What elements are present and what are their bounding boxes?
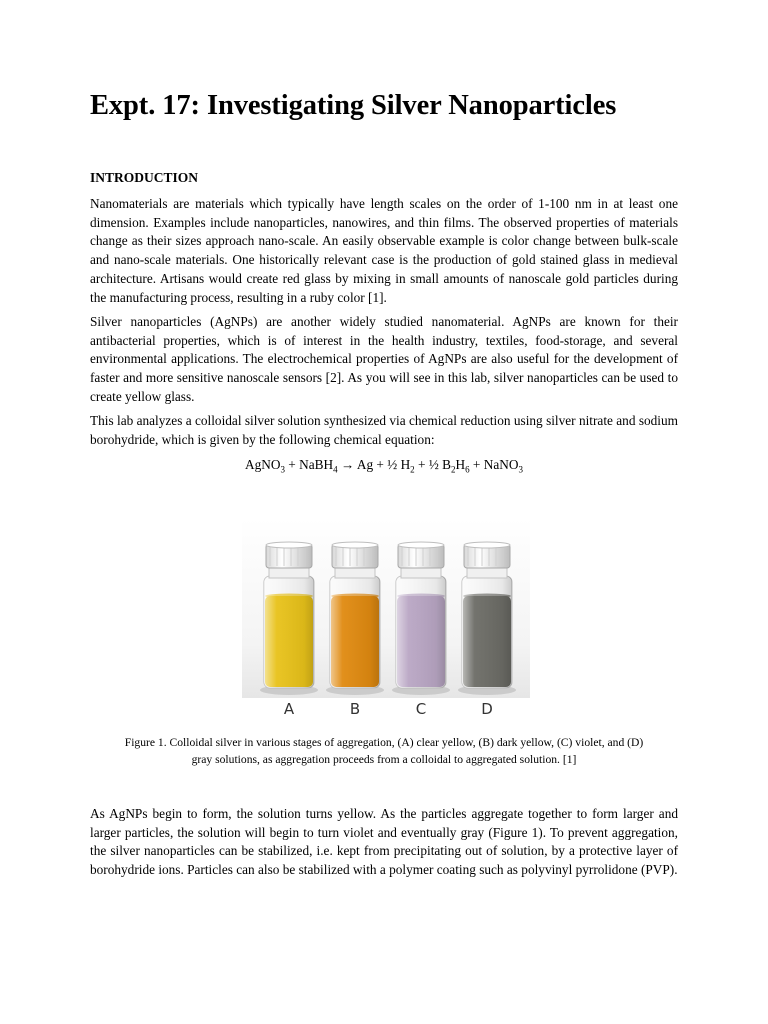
vial-sheen — [396, 576, 446, 688]
vial-label-a: A — [283, 700, 295, 718]
eq-ag: Ag — [356, 457, 374, 472]
vial-cap-top — [464, 542, 510, 548]
figure-caption — [90, 735, 678, 768]
page-title: Expt. 17: Investigating Silver Nanoparticles — [90, 90, 617, 121]
vial-cap-top — [266, 542, 312, 548]
eq-half-b2: ½ B — [428, 457, 451, 472]
eq-arrow: → — [337, 457, 357, 472]
eq-plus-2: + — [373, 457, 388, 472]
eq-plus-3: + — [414, 457, 429, 472]
eq-b2-sub: 2 — [451, 464, 456, 475]
eq-nabh4-sub: 4 — [333, 464, 338, 475]
eq-half-h2: ½ H — [387, 457, 411, 472]
vial-label-d: D — [481, 700, 493, 718]
intro-paragraph-2: Silver nanoparticles (AgNPs) are another widely studied nanomaterial. AgNPs are known for their antibacterial properties, which is of interest in the health industry, textiles, food-storage, and several environmental applications. The electrochemical properties of AgNPs are also useful for the development of faster and more sensitive nanoscale sensors [2]. As you will see in this lab, silver nanoparticles can be used to create yellow glass. — [90, 314, 678, 404]
vial-d — [458, 542, 516, 695]
chemical-equation — [90, 457, 678, 475]
caption-line-1: Figure 1. Colloidal silver in various stages of aggregation, (A) clear yellow, (B) dark yellow, (C) violet, and (D) — [124, 736, 644, 749]
eq-nano3-sub: 3 — [518, 464, 523, 475]
vial-sheen — [462, 576, 512, 688]
vial-c — [392, 542, 450, 695]
eq-agno3: AgNO — [245, 457, 281, 472]
intro-paragraph-1: Nanomaterials are materials which typically have length scales on the order of 1-100 nm in at least one dimension. Examples include nanoparticles, nanowires, and thin films. The observed properties of materials change as their sizes approach nano-scale. An easily observable example is color change between bulk-scale and nano-scale materials. One historically relevant case is the production of gold stained glass in medieval architecture. Artisans would create red glass by mixing in small amounts of nanoscale gold particles during the manufacturing process, resulting in a ruby color [1]. — [90, 196, 678, 305]
vial-b — [326, 542, 384, 695]
eq-h6-sub: 6 — [465, 464, 470, 475]
vial-a — [260, 542, 318, 695]
aggregation-paragraph: As AgNPs begin to form, the solution turns yellow. As the particles aggregate together to form larger and larger particles, the solution will begin to turn violet and eventually gray (Figure 1). To prevent aggregation, the silver nanoparticles can be stabilized, i.e. kept from precipitating out of solution, by a protective layer of borohydride ions. Particles can also be stabilized with a polymer coating such as polyvinyl pyrrolidone (PVP). — [90, 806, 678, 878]
vial-cap-top — [398, 542, 444, 548]
vial-label-c: C — [415, 700, 427, 718]
eq-nabh4: NaBH — [299, 457, 334, 472]
eq-h2-sub: 2 — [410, 464, 415, 475]
vials-illustration — [242, 518, 530, 718]
vial-label-b: B — [349, 700, 361, 718]
vial-sheen — [264, 576, 314, 688]
intro-paragraph-3: This lab analyzes a colloidal silver solution synthesized via chemical reduction using silver nitrate and sodium borohydride, which is given by the following chemical equation: — [90, 413, 678, 447]
vial-cap-top — [332, 542, 378, 548]
vial-sheen — [330, 576, 380, 688]
eq-nano3: NaNO — [483, 457, 519, 472]
section-heading: INTRODUCTION — [90, 170, 199, 185]
eq-plus-1: + — [284, 457, 300, 472]
eq-h6: H — [455, 457, 466, 472]
eq-plus-4: + — [469, 457, 484, 472]
figure-vials-photo — [242, 518, 530, 718]
eq-agno3-sub: 3 — [280, 464, 285, 475]
caption-line-2: gray solutions, as aggregation proceeds from a colloidal to aggregated solution. [1] — [191, 752, 577, 766]
